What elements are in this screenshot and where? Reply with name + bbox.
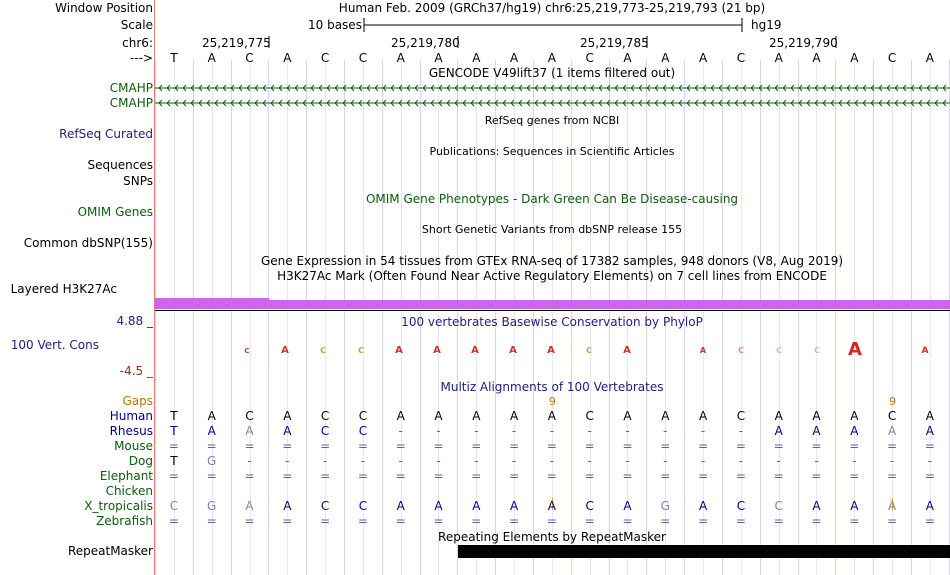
dna-base: A <box>661 51 670 65</box>
alignment-base: = <box>660 439 671 453</box>
alignment-base: = <box>546 439 557 453</box>
alignment-base: = <box>660 514 671 528</box>
alignment-base: A <box>887 424 897 438</box>
alignment-base: A <box>547 409 556 423</box>
alignment-base: A <box>434 409 443 423</box>
alignment-base: C <box>358 424 368 438</box>
alignment-base: - <box>474 454 479 468</box>
alignment-base: A <box>623 409 632 423</box>
alignment-base: T <box>170 424 178 438</box>
alignment-base: A <box>547 499 556 513</box>
window-position-label: Window Position <box>55 1 153 15</box>
species-label[interactable]: Human <box>109 409 153 423</box>
publications-title: Publications: Sequences in Scientific Articles <box>429 145 675 158</box>
alignment-base: = <box>509 514 520 528</box>
alignment-base: = <box>471 514 482 528</box>
alignment-base: = <box>735 469 746 483</box>
alignment-base: = <box>168 514 179 528</box>
alignment-base: = <box>206 439 217 453</box>
alignment-base: = <box>206 469 217 483</box>
alignment-base: T <box>170 409 178 423</box>
species-label[interactable]: X_tropicalis <box>84 499 153 513</box>
alignment-base: T <box>170 454 178 468</box>
dbsnp-title: Short Genetic Variants from dbSNP release 155 <box>421 223 683 236</box>
alignment-base: A <box>698 409 708 423</box>
alignment-base: = <box>698 469 709 483</box>
alignment-base: - <box>663 424 668 438</box>
alignment-base: = <box>924 439 935 453</box>
alignment-base: = <box>887 439 898 453</box>
alignment-base: A <box>661 409 670 423</box>
svg-text:C: C <box>814 346 820 355</box>
alignment-base: A <box>887 499 897 513</box>
alignment-base: = <box>811 514 822 528</box>
alignment-base: = <box>735 514 746 528</box>
position-title: Human Feb. 2009 (GRCh37/hg19) chr6:25,219,773-25,219,793 (21 bp) <box>338 1 766 15</box>
gencode-genes[interactable] <box>155 81 950 111</box>
alignment-base: = <box>244 469 255 483</box>
alignment-base: = <box>622 514 633 528</box>
alignment-base: A <box>396 499 405 513</box>
gencode-row-label[interactable]: CMAHP <box>109 96 153 110</box>
alignment-base: - <box>700 454 706 468</box>
tick-label: 25,219,775 <box>202 36 271 50</box>
alignment-base: = <box>584 439 595 453</box>
alignment-base: - <box>587 454 592 468</box>
alignment-base: A <box>850 409 859 423</box>
alignment-base: = <box>395 514 406 528</box>
alignment-base: = <box>244 514 255 528</box>
multiz-title: Multiz Alignments of 100 Vertebrates <box>440 380 664 394</box>
alignment-base: - <box>738 424 744 438</box>
alignment-base: = <box>849 439 860 453</box>
alignment-base: = <box>924 469 935 483</box>
dna-base: A <box>698 51 708 65</box>
alignment-base: - <box>322 454 328 468</box>
alignment-base: = <box>924 514 935 528</box>
alignment-base: C <box>585 499 594 513</box>
assembly-text: hg19 <box>751 18 782 32</box>
alignment-base: = <box>849 514 860 528</box>
alignment-base: = <box>735 439 746 453</box>
repeat-element[interactable] <box>458 545 950 558</box>
alignment-base: = <box>471 469 482 483</box>
alignment-base: = <box>320 469 331 483</box>
alignment-base: = <box>887 469 898 483</box>
alignment-base: = <box>887 514 898 528</box>
dna-base: C <box>736 51 746 65</box>
alignment-base: = <box>509 469 520 483</box>
svg-text:A: A <box>623 345 631 356</box>
alignment-base: - <box>738 454 744 468</box>
gencode-row-label[interactable]: CMAHP <box>109 81 153 95</box>
alignment-base: A <box>774 424 783 438</box>
scale-label: Scale <box>120 18 153 32</box>
species-label[interactable]: Zebrafish <box>96 514 153 528</box>
svg-text:C: C <box>244 347 250 355</box>
cons-min-label: -4.5 _ <box>119 364 153 378</box>
alignment-base: C <box>245 409 254 423</box>
gencode-title: GENCODE V49lift37 (1 items filtered out) <box>428 66 676 80</box>
alignment-base: C <box>887 409 897 423</box>
alignment-base: = <box>622 439 633 453</box>
alignment-base: = <box>622 469 633 483</box>
conservation-logo[interactable] <box>155 335 950 365</box>
species-label[interactable]: Elephant <box>99 469 153 483</box>
alignment-base: = <box>206 514 217 528</box>
svg-text:A: A <box>699 346 707 355</box>
alignment-base: A <box>812 499 821 513</box>
gap-count: 9 <box>889 395 897 408</box>
h3k27-label[interactable]: Layered H3K27Ac <box>10 282 117 296</box>
alignment-base: = <box>849 469 860 483</box>
alignment-base: G <box>207 499 217 513</box>
alignment-base: - <box>360 454 366 468</box>
alignment-base: A <box>434 499 443 513</box>
alignment-base: = <box>282 514 293 528</box>
alignment-base: = <box>433 439 444 453</box>
alignment-base: = <box>357 469 368 483</box>
alignment-base: - <box>663 454 668 468</box>
alignment-base: A <box>774 409 783 423</box>
tick-label: 25,219,790 <box>769 36 838 50</box>
alignment-base: - <box>549 454 555 468</box>
alignment-base: - <box>625 424 630 438</box>
dna-base: A <box>774 51 783 65</box>
svg-text:A: A <box>281 345 289 356</box>
svg-text:A: A <box>433 345 441 356</box>
alignment-base: = <box>811 439 822 453</box>
svg-text:C: C <box>776 346 782 355</box>
dna-base: A <box>283 51 292 65</box>
dna-base: A <box>812 51 821 65</box>
chrom-label: chr6: <box>122 36 153 50</box>
species-label[interactable]: Chicken <box>105 484 153 498</box>
alignment-base: = <box>811 469 822 483</box>
alignment-base: C <box>320 499 330 513</box>
alignment-base: - <box>474 424 479 438</box>
alignment-base: A <box>245 424 254 438</box>
alignment-base: - <box>700 424 706 438</box>
alignment-base: A <box>509 409 519 423</box>
dna-base: C <box>887 51 897 65</box>
refseq-title: RefSeq genes from NCBI <box>484 114 620 127</box>
tick-label: 25,219,785 <box>580 36 649 50</box>
alignment-base: A <box>812 424 821 438</box>
svg-text:A: A <box>395 345 403 356</box>
tick-label: 25,219,780 <box>391 36 460 50</box>
alignment-base: - <box>776 454 781 468</box>
alignment-base: = <box>244 439 255 453</box>
svg-text:C: C <box>738 346 744 355</box>
alignment-base: - <box>511 424 517 438</box>
strand-label: ---> <box>129 51 153 65</box>
svg-text:A: A <box>509 345 517 356</box>
scale-text: 10 bases <box>308 18 362 32</box>
alignment-base: C <box>320 424 330 438</box>
alignment-base: = <box>773 514 784 528</box>
alignment-base: A <box>812 409 821 423</box>
omim-label[interactable]: OMIM Genes <box>77 205 153 219</box>
alignment-base: = <box>433 469 444 483</box>
gtex-title: Gene Expression in 54 tissues from GTEx RNA-seq of 17382 samples, 948 donors (V8, Aug 2019) <box>260 254 844 268</box>
alignment-base: - <box>927 454 933 468</box>
alignment-base: A <box>925 424 934 438</box>
alignment-base: - <box>247 454 252 468</box>
dna-base: A <box>472 51 481 65</box>
alignment-base: A <box>509 499 519 513</box>
alignment-base: - <box>852 454 857 468</box>
alignment-base: = <box>282 439 293 453</box>
dna-base: C <box>245 51 254 65</box>
alignment-base: = <box>471 439 482 453</box>
alignment-base: G <box>207 454 217 468</box>
svg-text:A: A <box>471 345 479 356</box>
alignment-base: - <box>398 424 403 438</box>
dna-base: A <box>925 51 934 65</box>
alignment-base: - <box>549 424 555 438</box>
dna-base: A <box>396 51 405 65</box>
refseq-label[interactable]: RefSeq Curated <box>59 127 153 141</box>
alignment-base: = <box>584 469 595 483</box>
dna-base: T <box>170 51 178 65</box>
alignment-base: = <box>282 469 293 483</box>
alignment-base: A <box>283 424 292 438</box>
alignment-base: = <box>395 469 406 483</box>
svg-text:C: C <box>586 346 592 355</box>
alignment-base: = <box>395 439 406 453</box>
gap-count: 9 <box>548 395 556 408</box>
dna-base: A <box>547 51 556 65</box>
alignment-base: = <box>320 514 331 528</box>
alignment-base: = <box>773 439 784 453</box>
svg-text:C: C <box>320 346 326 355</box>
dna-base: A <box>207 51 216 65</box>
alignment-base: - <box>511 454 517 468</box>
alignment-base: = <box>320 439 331 453</box>
alignment-base: - <box>814 454 819 468</box>
alignment-base: A <box>925 499 934 513</box>
alignment-base: = <box>509 439 520 453</box>
alignment-base: A <box>850 424 859 438</box>
omim-title: OMIM Gene Phenotypes - Dark Green Can Be Disease-causing <box>365 192 739 206</box>
cons-max-label: 4.88 _ <box>116 314 153 328</box>
alignment-base: = <box>168 439 179 453</box>
alignment-base: A <box>925 409 934 423</box>
alignment-base: - <box>436 454 441 468</box>
alignment-base: A <box>472 499 481 513</box>
alignment-base: A <box>207 409 216 423</box>
alignment-base: - <box>889 454 895 468</box>
alignment-base: C <box>320 409 330 423</box>
h3k27-baseline <box>155 310 950 311</box>
alignment-base: C <box>774 499 783 513</box>
alignment-base: = <box>168 469 179 483</box>
alignment-base: A <box>623 499 632 513</box>
svg-text:A: A <box>921 346 929 356</box>
alignment-base: = <box>773 469 784 483</box>
alignment-base: C <box>358 409 368 423</box>
dna-base: A <box>623 51 632 65</box>
alignment-base: = <box>357 514 368 528</box>
dbsnp-label[interactable]: Common dbSNP(155) <box>23 236 153 250</box>
cons-label[interactable]: 100 Vert. Cons <box>10 338 99 352</box>
repeatmasker-label[interactable]: RepeatMasker <box>67 544 153 558</box>
dna-base: C <box>358 51 368 65</box>
alignment-base: - <box>625 454 630 468</box>
alignment-base: C <box>585 409 594 423</box>
snps-label[interactable]: SNPs <box>123 174 153 188</box>
alignment-base: = <box>357 439 368 453</box>
alignment-base: A <box>472 409 481 423</box>
alignment-base: A <box>245 499 254 513</box>
alignment-base: - <box>285 454 290 468</box>
alignment-base: A <box>698 499 708 513</box>
repeat-title: Repeating Elements by RepeatMasker <box>438 530 666 544</box>
species-label[interactable]: Dog <box>128 454 153 468</box>
dna-base: A <box>850 51 859 65</box>
svg-text:A: A <box>547 345 555 356</box>
alignment-base: = <box>546 469 557 483</box>
alignment-base: A <box>283 499 292 513</box>
sequences-label[interactable]: Sequences <box>87 158 153 172</box>
alignment-base: A <box>850 499 859 513</box>
cons-title: 100 vertebrates Basewise Conservation by PhyloP <box>401 315 703 329</box>
alignment-base: A <box>396 409 405 423</box>
svg-text:C: C <box>358 346 364 355</box>
dna-base: C <box>320 51 330 65</box>
alignment-base: G <box>660 499 670 513</box>
dna-base: A <box>509 51 519 65</box>
alignment-base: = <box>546 514 557 528</box>
alignment-base: C <box>169 499 179 513</box>
alignment-base: - <box>587 424 592 438</box>
alignment-base: A <box>207 424 216 438</box>
gaps-label: Gaps <box>122 394 153 408</box>
h3k27-signal-bar <box>155 300 950 309</box>
alignment-base: = <box>584 514 595 528</box>
alignment-base: = <box>433 514 444 528</box>
species-label[interactable]: Mouse <box>114 439 153 453</box>
alignment-base: = <box>698 514 709 528</box>
dna-base: C <box>585 51 594 65</box>
alignment-base: C <box>736 499 746 513</box>
alignment-base: A <box>283 409 292 423</box>
alignment-base: C <box>358 499 368 513</box>
h3k27-title: H3K27Ac Mark (Often Found Near Active Regulatory Elements) on 7 cell lines from ENCODE <box>277 269 827 283</box>
svg-text:A: A <box>848 339 862 360</box>
dna-base: A <box>434 51 443 65</box>
alignment-base: = <box>698 439 709 453</box>
species-label[interactable]: Rhesus <box>109 424 153 438</box>
alignment-base: C <box>736 409 746 423</box>
alignment-base: - <box>398 454 403 468</box>
alignment-base: = <box>660 469 671 483</box>
alignment-base: - <box>436 424 441 438</box>
